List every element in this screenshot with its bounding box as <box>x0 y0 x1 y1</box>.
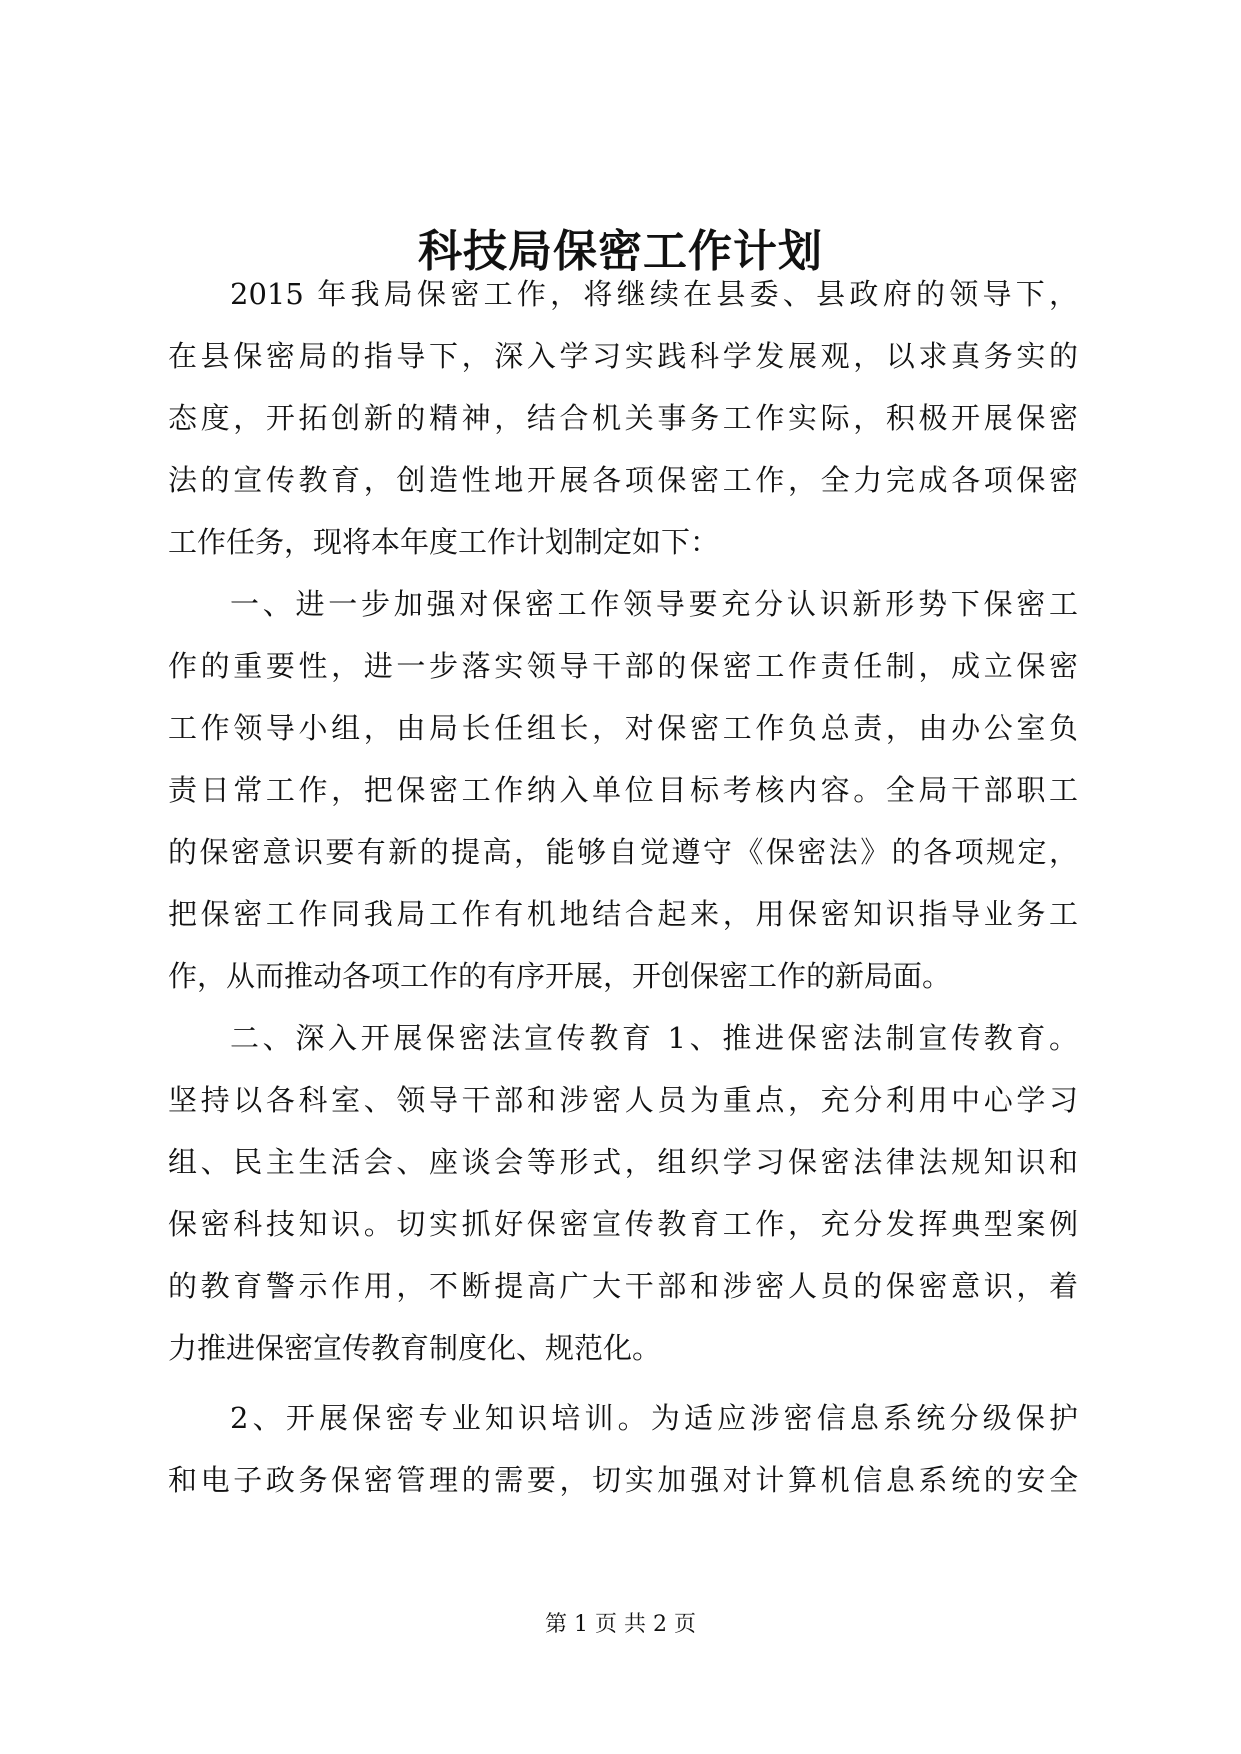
body-line-17: 的教育警示作用，不断提高广大干部和涉密人员的保密意识，着 <box>168 1269 1078 1303</box>
body-line-10: 的保密意识要有新的提高，能够自觉遵守《保密法》的各项规定， <box>168 835 1078 869</box>
body-line-3: 态度，开拓创新的精神，结合机关事务工作实际，积极开展保密 <box>168 401 1078 435</box>
body-line-14: 坚持以各科室、领导干部和涉密人员为重点，充分利用中心学习 <box>168 1083 1078 1117</box>
body-line-12: 作，从而推动各项工作的有序开展，开创保密工作的新局面。 <box>168 959 952 993</box>
document-title: 科技局保密工作计划 <box>418 226 823 277</box>
page-footer: 第 1 页 共 2 页 <box>545 1612 696 1637</box>
body-line-4: 法的宣传教育，创造性地开展各项保密工作，全力完成各项保密 <box>168 463 1078 497</box>
body-line-6: 一、进一步加强对保密工作领导要充分认识新形势下保密工 <box>230 587 1078 621</box>
body-line-2: 在县保密局的指导下，深入学习实践科学发展观，以求真务实的 <box>168 339 1078 373</box>
body-line-15: 组、民主生活会、座谈会等形式，组织学习保密法律法规知识和 <box>168 1145 1078 1179</box>
body-line-9: 责日常工作，把保密工作纳入单位目标考核内容。全局干部职工 <box>168 773 1078 807</box>
body-line-13: 二、深入开展保密法宣传教育 1、推进保密法制宣传教育。 <box>230 1021 1078 1055</box>
body-line-11: 把保密工作同我局工作有机地结合起来，用保密知识指导业务工 <box>168 897 1078 931</box>
body-line-5: 工作任务，现将本年度工作计划制定如下： <box>168 525 720 559</box>
body-line-7: 作的重要性，进一步落实领导干部的保密工作责任制，成立保密 <box>168 649 1078 683</box>
body-line-16: 保密科技知识。切实抓好保密宣传教育工作，充分发挥典型案例 <box>168 1207 1078 1241</box>
body-line-8: 工作领导小组，由局长任组长，对保密工作负总责，由办公室负 <box>168 711 1078 745</box>
body-line-18: 力推进保密宣传教育制度化、规范化。 <box>168 1331 662 1365</box>
body-line-20: 和电子政务保密管理的需要，切实加强对计算机信息系统的安全 <box>168 1463 1078 1497</box>
body-line-1: 2015 年我局保密工作，将继续在县委、县政府的领导下， <box>230 277 1078 311</box>
document-body <box>168 263 1078 1511</box>
body-line-19: 2、开展保密专业知识培训。为适应涉密信息系统分级保护 <box>230 1401 1078 1435</box>
